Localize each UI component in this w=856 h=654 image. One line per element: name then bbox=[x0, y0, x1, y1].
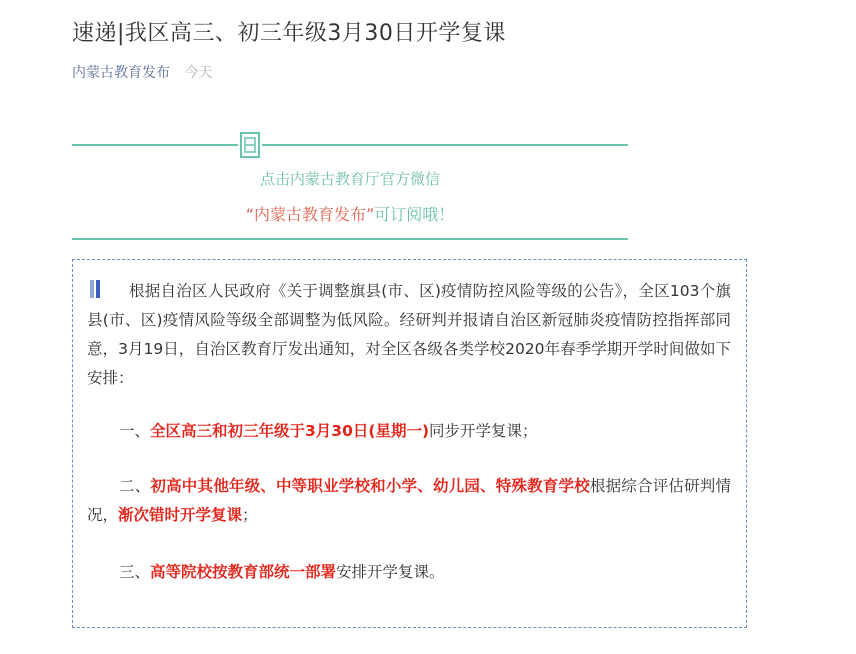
list-item-1 bbox=[87, 417, 731, 446]
list-item-2 bbox=[87, 472, 731, 530]
item3-suffix: 安排开学复课。 bbox=[336, 563, 445, 581]
item3-highlight: 高等院校按教育部统一部署 bbox=[150, 563, 337, 581]
item2-prefix: 二、 bbox=[119, 477, 151, 495]
item1-suffix: 同步开学复课； bbox=[429, 422, 538, 440]
banner-divider-bottom bbox=[72, 238, 628, 240]
subscribe-banner bbox=[72, 128, 628, 244]
intro-paragraph: 根据自治区人民政府《关于调整旗县(市、区)疫情防控风险等级的公告》，全区103个旗县(市、区)疫情风险等级全部调整为低风险。经研判并报请自治区新冠肺炎疫情防控指挥部同意，3月19日，自治区教育厅发出通知，对全区各级各类学校2020年春季学期开学时间做如下安排： bbox=[87, 282, 731, 387]
banner-divider-top bbox=[72, 144, 628, 146]
item1-prefix: 一、 bbox=[119, 422, 151, 440]
article-title: 速递|我区高三、初三年级3月30日开学复课 bbox=[72, 21, 506, 46]
item2-middle: 根据综合评估研判情况， bbox=[87, 477, 731, 524]
frame-icon bbox=[238, 130, 262, 160]
banner-text-line1: 点击内蒙古教育厅官方微信 bbox=[259, 170, 440, 188]
notice-box bbox=[72, 259, 747, 628]
item3-prefix: 三、 bbox=[119, 563, 151, 581]
list-item-3 bbox=[87, 558, 731, 587]
banner-subscribe-text: 可订阅哦！ bbox=[374, 205, 455, 224]
item2-suffix: ； bbox=[242, 506, 258, 524]
item1-highlight: 全区高三和初三年级于3月30日(星期一) bbox=[150, 422, 430, 440]
banner-account-name: “内蒙古教育发布” bbox=[245, 205, 375, 224]
publish-date: 今天 bbox=[184, 65, 213, 81]
article-meta bbox=[72, 62, 212, 82]
account-link[interactable]: 内蒙古教育发布 bbox=[72, 65, 170, 81]
banner-text-line2 bbox=[72, 202, 628, 225]
item2-highlight2: 渐次错时开学复课 bbox=[118, 506, 243, 524]
item2-highlight: 初高中其他年级、中等职业学校和小学、幼儿园、特殊教育学校 bbox=[150, 477, 590, 495]
